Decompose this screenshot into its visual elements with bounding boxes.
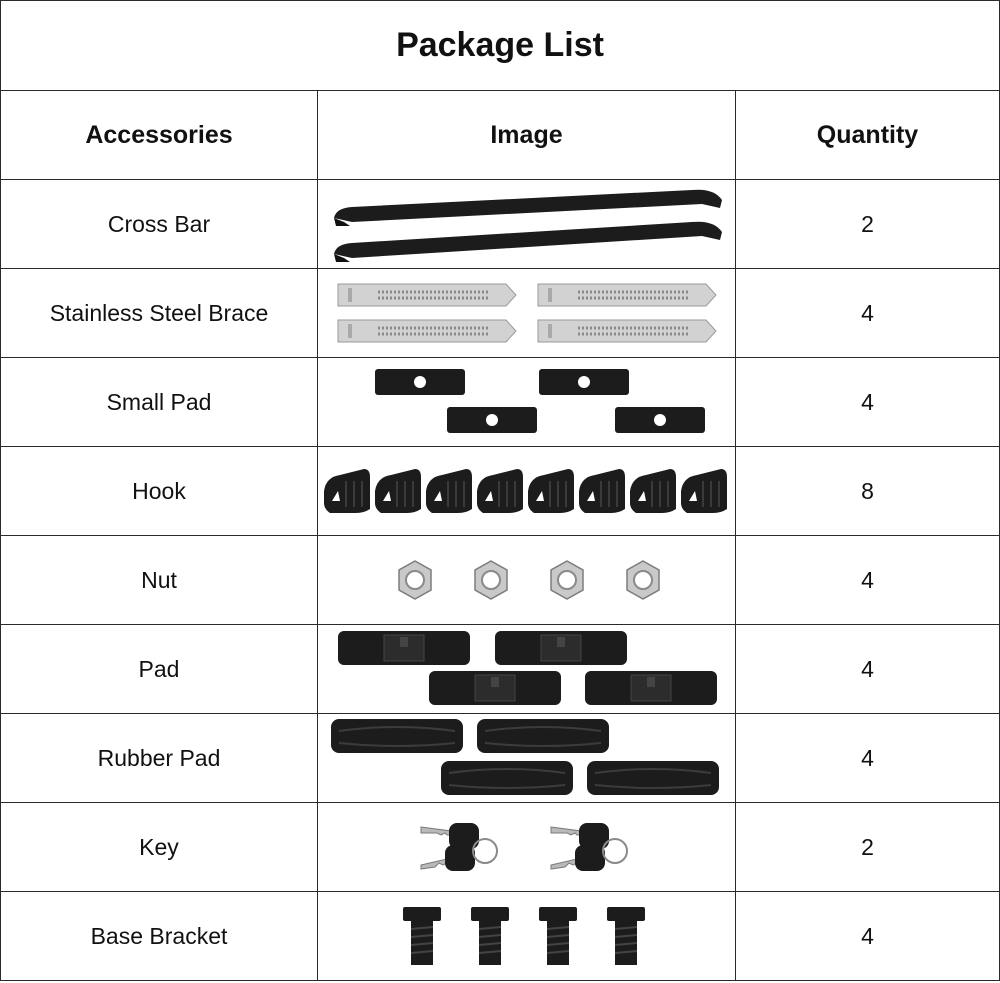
accessory-image [318,358,736,447]
accessory-quantity: 4 [736,358,1000,447]
table-row [1,625,1000,714]
table-row [1,536,1000,625]
accessory-quantity: 4 [736,269,1000,358]
pad-icon [332,629,722,709]
accessory-quantity: 2 [736,803,1000,892]
accessory-name: Nut [1,536,318,625]
accessory-image [318,803,736,892]
accessory-name: Key [1,803,318,892]
accessory-name: Rubber Pad [1,714,318,803]
accessory-quantity: 4 [736,536,1000,625]
key-icon [417,817,637,877]
page-title: Package List [1,1,1000,91]
accessory-image [318,625,736,714]
accessory-name: Base Bracket [1,892,318,981]
steel-brace-icon [332,278,722,348]
accessory-quantity: 8 [736,447,1000,536]
small-pad-icon [327,365,727,439]
accessory-name: Hook [1,447,318,536]
base-bracket-icon [397,905,657,967]
accessory-name: Stainless Steel Brace [1,269,318,358]
table-row [1,892,1000,981]
cross-bar-icon [322,182,732,266]
accessory-quantity: 4 [736,625,1000,714]
accessory-name: Small Pad [1,358,318,447]
accessory-quantity: 2 [736,180,1000,269]
accessory-image [318,892,736,981]
table-row [1,180,1000,269]
header-image: Image [318,91,736,180]
header-accessories: Accessories [1,91,318,180]
table-row [1,803,1000,892]
accessory-quantity: 4 [736,714,1000,803]
table-row [1,269,1000,358]
table-row [1,447,1000,536]
accessory-image [318,447,736,536]
table-row [1,358,1000,447]
accessory-name: Pad [1,625,318,714]
accessory-image [318,180,736,269]
nut-icon [387,558,667,602]
accessory-image [318,536,736,625]
hook-icon [322,466,732,516]
accessory-image [318,714,736,803]
accessory-image [318,269,736,358]
rubber-pad-icon [327,717,727,799]
accessory-quantity: 4 [736,892,1000,981]
accessory-name: Cross Bar [1,180,318,269]
header-quantity: Quantity [736,91,1000,180]
table-row [1,714,1000,803]
